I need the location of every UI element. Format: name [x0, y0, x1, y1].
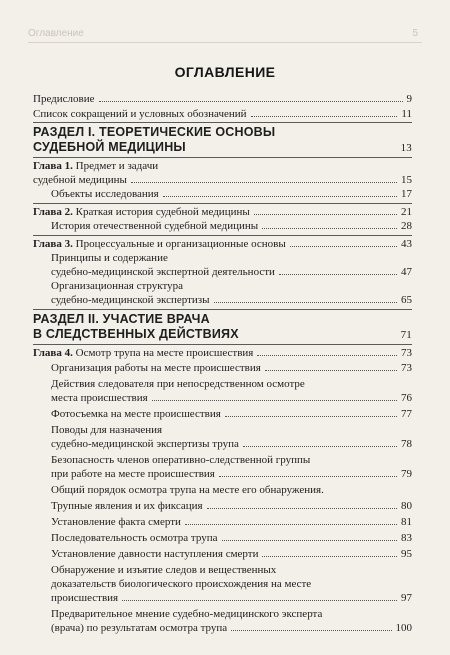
toc-subentry-page: 100: [395, 622, 412, 634]
leader-dots: [225, 415, 397, 417]
toc-subentry-page: 65: [401, 294, 412, 306]
toc-subentry-page: 77: [401, 408, 412, 420]
toc-subentry-page: 78: [401, 438, 412, 450]
part-heading[interactable]: [33, 312, 412, 342]
toc-subentry-text-cont: судебно-медицинской экспертизы трупа: [51, 438, 239, 450]
toc-subentry-text: Безопасность членов оперативно-следственной группы: [51, 454, 311, 466]
toc-subentry-text: Действия следователя при непосредственном осмотре: [51, 378, 305, 390]
chapter-heading-cont[interactable]: [33, 174, 412, 187]
toc-subentry-text: История отечественной судебной медицины: [51, 220, 259, 232]
leader-dots: [243, 445, 397, 447]
toc-subentry-cont[interactable]: [51, 266, 412, 279]
leader-dots: [290, 245, 397, 247]
leader-dots: [251, 115, 398, 117]
toc-subentry-page: 80: [401, 500, 412, 512]
part-heading[interactable]: [33, 125, 412, 155]
toc-subentry[interactable]: [51, 362, 412, 375]
part-heading-page: 71: [400, 329, 412, 341]
leader-dots: [222, 539, 398, 541]
leader-dots: [163, 195, 397, 197]
toc-entry-page: 9: [406, 93, 412, 105]
toc-subentry-text: Последовательность осмотра трупа: [51, 532, 218, 544]
part-heading-line1: РАЗДЕЛ II. УЧАСТИЕ ВРАЧА: [33, 312, 210, 326]
toc-subentry-page: 73: [401, 362, 412, 374]
chapter-heading[interactable]: [33, 160, 412, 173]
toc-subentry[interactable]: [51, 252, 412, 265]
toc-subentry-text: Организационная структура: [51, 280, 183, 292]
toc-subentry-cont[interactable]: [51, 468, 412, 481]
toc-subentry[interactable]: [51, 220, 412, 233]
leader-dots: [262, 227, 397, 229]
chapter-title: Осмотр трупа на месте происшествия: [75, 347, 254, 359]
toc-subentry-cont[interactable]: [51, 592, 412, 605]
leader-dots: [262, 555, 397, 557]
toc-subentry[interactable]: [51, 500, 412, 513]
toc-subentry[interactable]: [51, 424, 412, 437]
leader-dots: [185, 523, 397, 525]
toc-subentry[interactable]: [51, 188, 412, 201]
leader-dots: [207, 507, 397, 509]
toc-subentry-text-cont: судебно-медицинской экспертной деятельности: [51, 266, 275, 278]
toc-subentry[interactable]: [51, 608, 412, 621]
leader-dots: [254, 213, 397, 215]
leader-dots: [219, 475, 397, 477]
toc-subentry[interactable]: [51, 280, 412, 293]
toc-subentry[interactable]: [51, 548, 412, 561]
toc-subentry-cont[interactable]: [51, 392, 412, 405]
leader-dots: [131, 181, 397, 183]
toc-entry-text: Предисловие: [33, 93, 95, 105]
toc-subentry-cont[interactable]: [51, 622, 412, 635]
chapter-page: 73: [401, 347, 412, 359]
toc-subentry-text: Установление факта смерти: [51, 516, 181, 528]
leader-dots: [152, 399, 397, 401]
chapter-title: Процессуальные и организационные основы: [75, 238, 286, 250]
toc-subentry-text: Трупные явления и их фиксация: [51, 500, 203, 512]
part-heading-page: 13: [400, 142, 412, 154]
toc-subentry[interactable]: [51, 378, 412, 391]
toc-subentry-cont[interactable]: [51, 578, 412, 591]
chapter-title: Краткая история судебной медицины: [75, 206, 250, 218]
toc-subentry-cont[interactable]: [51, 294, 412, 307]
toc-subentry-text: Поводы для назначения: [51, 424, 163, 436]
toc-subentry-page: 79: [401, 468, 412, 480]
section-rule: [33, 157, 412, 158]
running-header-page: 5: [412, 28, 418, 39]
part-heading-line2: СУДЕБНОЙ МЕДИЦИНЫ: [33, 140, 186, 154]
section-rule: [33, 309, 412, 310]
toc-subentry-text-cont: происшествия: [51, 592, 119, 604]
toc-subentry-page: 95: [401, 548, 412, 560]
toc-subentry-text-cont: доказательств биологического происхождения на месте: [51, 578, 312, 590]
toc-subentry-page: 28: [401, 220, 412, 232]
toc-subentry[interactable]: [51, 484, 412, 497]
toc-entry-page: 11: [401, 108, 412, 120]
toc-subentry-page: 47: [401, 266, 412, 278]
toc-subentry-page: 17: [401, 188, 412, 200]
toc-subentry-text-cont: (врача) по результатам осмотра трупа: [51, 622, 228, 634]
chapter-title: Предмет и задачи: [75, 160, 159, 172]
toc-subentry-text: Принципы и содержание: [51, 252, 168, 264]
section-rule: [33, 344, 412, 345]
leader-dots: [265, 369, 397, 371]
toc-subentry[interactable]: [51, 516, 412, 529]
leader-dots: [99, 100, 403, 102]
toc-subentry-text: Организация работы на месте происшествия: [51, 362, 261, 374]
toc-subentry-page: 76: [401, 392, 412, 404]
toc-subentry[interactable]: [51, 564, 412, 577]
toc-subentry-text: Объекты исследования: [51, 188, 159, 200]
chapter-page: 21: [401, 206, 412, 218]
chapter-page: 15: [401, 174, 412, 186]
part-heading-line1: РАЗДЕЛ I. ТЕОРЕТИЧЕСКИЕ ОСНОВЫ: [33, 125, 276, 139]
toc-subentry-cont[interactable]: [51, 438, 412, 451]
toc-subentry[interactable]: [51, 408, 412, 421]
chapter-heading[interactable]: [33, 347, 412, 360]
leader-dots: [231, 629, 391, 631]
toc-subentry-text: Фотосъемка на месте происшествия: [51, 408, 221, 420]
toc-subentry-text-cont: судебно-медицинской экспертизы: [51, 294, 210, 306]
section-rule: [33, 203, 412, 204]
leader-dots: [214, 301, 397, 303]
section-rule: [33, 235, 412, 236]
toc-entry-text: Список сокращений и условных обозначений: [33, 108, 247, 120]
toc-subentry-page: 97: [401, 592, 412, 604]
chapter-label: Глава 4.: [33, 347, 73, 359]
leader-dots: [257, 354, 397, 356]
toc-subentry-text: Установление давности наступления смерти: [51, 548, 259, 560]
chapter-label: Глава 2.: [33, 206, 73, 218]
toc-subentry-page: 81: [401, 516, 412, 528]
chapter-label: Глава 1.: [33, 160, 73, 172]
section-rule: [33, 122, 412, 123]
page-title: ОГЛАВЛЕНИЕ: [174, 64, 276, 80]
toc-subentry[interactable]: [51, 532, 412, 545]
running-header-title: Оглавление: [28, 28, 84, 39]
chapter-heading[interactable]: [33, 206, 412, 219]
toc-subentry-text-cont: при работе на месте происшествия: [51, 468, 215, 480]
toc-subentry-text: Общий порядок осмотра трупа на месте его обнаружения.: [51, 484, 324, 496]
leader-dots: [279, 273, 397, 275]
running-header: [28, 30, 422, 43]
toc-subentry-page: 83: [401, 532, 412, 544]
chapter-label: Глава 3.: [33, 238, 73, 250]
toc-subentry-text: Обнаружение и изъятие следов и вещественных: [51, 564, 277, 576]
leader-dots: [122, 599, 397, 601]
toc-entry[interactable]: [33, 108, 412, 121]
chapter-page: 43: [401, 238, 412, 250]
chapter-title-cont: судебной медицины: [33, 174, 127, 186]
toc-subentry[interactable]: [51, 454, 412, 467]
chapter-heading[interactable]: [33, 238, 412, 251]
part-heading-line2: В СЛЕДСТВЕННЫХ ДЕЙСТВИЯХ: [33, 327, 239, 341]
toc-subentry-text-cont: места происшествия: [51, 392, 148, 404]
toc-subentry-text: Предварительное мнение судебно-медицинского эксперта: [51, 608, 323, 620]
toc-entry[interactable]: [33, 93, 412, 106]
